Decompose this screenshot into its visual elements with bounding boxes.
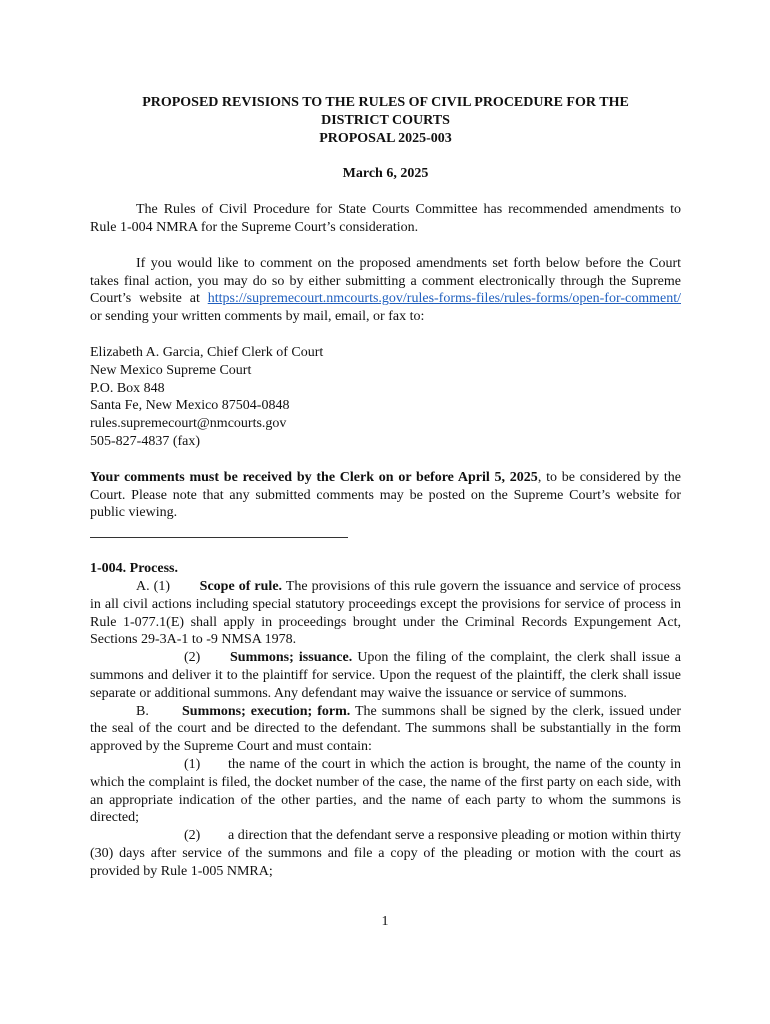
rule-a2-label: (2) xyxy=(184,650,201,666)
clerk-address xyxy=(90,344,681,451)
clerk-email: rules.supremecourt@nmcourts.gov xyxy=(90,416,287,432)
rule-a1-title: Scope of rule. xyxy=(199,578,283,594)
rule-b1-text: the name of the court in which the action is brought, the name of the county in which the complaint is filed, the docket number of the case, the name of the first party on each side, with an appropriate indication of the other parties, and the name of each party to whom the summons is directed; xyxy=(90,756,681,826)
page-number: 1 xyxy=(381,914,389,929)
rule-b2 xyxy=(90,827,681,880)
deadline-text: , to be considered by the Court. Please note that any submitted comments may be posted on the Supreme Court’s website for public viewing. xyxy=(90,469,681,521)
rule-b-label: B. xyxy=(136,703,149,719)
rule-a-label: A. xyxy=(136,578,150,594)
deadline-paragraph xyxy=(90,469,681,522)
comment-instructions xyxy=(90,255,681,326)
rule-a2 xyxy=(90,649,681,702)
document-date: March 6, 2025 xyxy=(342,166,429,182)
proposal-number: PROPOSAL 2025-003 xyxy=(319,130,452,146)
rule-b1 xyxy=(90,756,681,827)
court-name: New Mexico Supreme Court xyxy=(90,362,252,378)
rule-b-title: Summons; execution; form. xyxy=(182,703,351,719)
rule-a1-label: (1) xyxy=(153,578,170,594)
rule-b2-text: a direction that the defendant serve a responsive pleading or motion within thirty (30) days after service of the summons and file a copy of the pleading or motion with the court as provided by Rule 1-005 NMRA; xyxy=(90,828,681,879)
rule-a2-text: Upon the filing of the complaint, the clerk shall issue a summons and deliver it to the plaintiff for service. Upon the request of the plaintiff, the clerk shall issue separate or additional summons. Any defendant may waive the issuance or service of summons. xyxy=(90,650,681,701)
deadline-bold: Your comments must be received by the Clerk on or before April 5, 2025 xyxy=(90,469,538,485)
intro-paragraph: The Rules of Civil Procedure for State Courts Committee has recommended amendments to Rule 1-004 NMRA for the Supreme Court’s consideration. xyxy=(90,202,681,235)
comment-instructions-text: If you would like to comment on the proposed amendments set forth below before the Court takes final action, you may do so by either submitting a comment electronically through the Supreme Court’s website at xyxy=(90,255,681,307)
clerk-fax: 505-827-4837 (fax) xyxy=(90,433,201,449)
title-line-1: PROPOSED REVISIONS TO THE RULES OF CIVIL PROCEDURE FOR THE xyxy=(142,95,629,110)
city-line: Santa Fe, New Mexico 87504-0848 xyxy=(90,398,290,414)
po-box: P.O. Box 848 xyxy=(90,380,165,396)
rule-a1-text: The provisions of this rule govern the issuance and service of process in all civil actions including special statutory proceedings except the provisions for service of process in Rule 1-077.1(E) shall apply in proceedings brought under the Criminal Records Expungement Act, Sections 29-3A-1 to -9 NMSA 1978. xyxy=(90,578,681,648)
separator-line xyxy=(90,537,348,538)
rule-b xyxy=(90,703,681,756)
clerk-name: Elizabeth A. Garcia, Chief Clerk of Court xyxy=(90,344,324,360)
comment-instructions-tail: or sending your written comments by mail, email, or fax to: xyxy=(90,309,425,325)
rule-a2-title: Summons; issuance. xyxy=(230,650,353,666)
title-line-2: DISTRICT COURTS xyxy=(321,112,450,128)
rule-a1 xyxy=(90,578,681,649)
rule-b1-label: (1) xyxy=(184,756,201,772)
comment-link[interactable]: https://supremecourt.nmcourts.gov/rules-forms-files/rules-forms/open-for-comment/ xyxy=(207,291,681,307)
rule-b2-label: (2) xyxy=(184,828,201,844)
rule-b-text: The summons shall be signed by the clerk, issued under the seal of the court and be directed to the defendant. The summons shall be substantially in the form approved by the Supreme Court and must contain: xyxy=(90,703,682,755)
rule-heading: 1-004. Process. xyxy=(90,561,178,577)
document-body xyxy=(90,94,681,880)
document-title xyxy=(90,94,681,147)
